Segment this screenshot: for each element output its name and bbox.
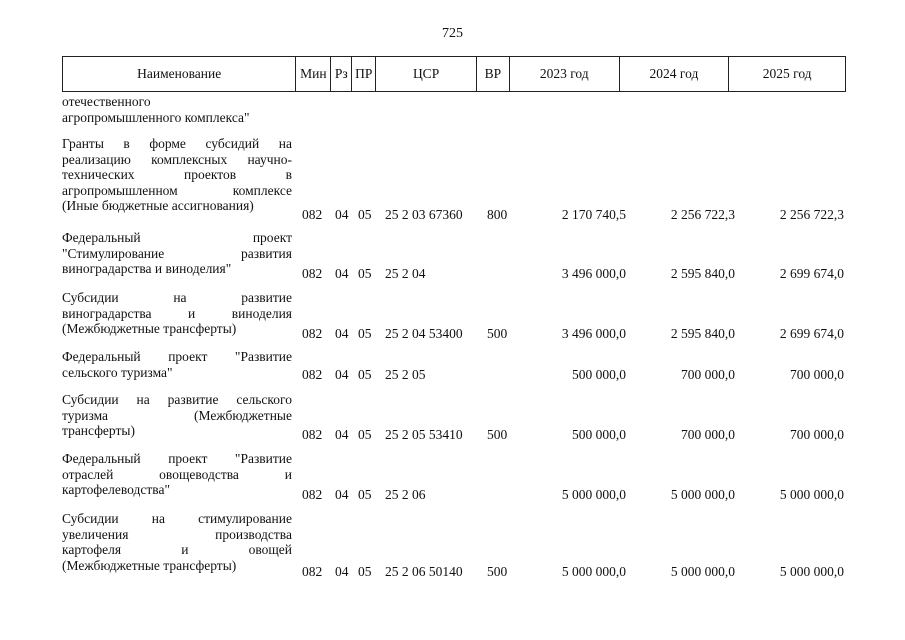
- row-name-line: Гранты в форме субсидий на: [62, 136, 292, 151]
- cell-2025: 2 256 722,3: [779, 206, 844, 222]
- cell-2025: 5 000 000,0: [779, 563, 844, 579]
- cell-min: 082: [302, 265, 323, 281]
- cell-min: 082: [302, 206, 323, 222]
- cell-csr: 25 2 04 53400: [385, 325, 463, 341]
- row-name-line: туризма (Межбюджетные: [62, 407, 292, 423]
- cell-2023: 500 000,0: [572, 366, 626, 382]
- cell-2024: 2 595 840,0: [670, 325, 735, 341]
- row-name: [62, 349, 292, 380]
- row-name-line: отечественного: [62, 94, 151, 109]
- cell-csr: 25 2 05: [385, 366, 426, 382]
- row-name-line: Субсидии на развитие: [62, 290, 292, 305]
- row-name-line: реализацию комплексных научно-: [62, 151, 292, 167]
- header-2023: 2023 год: [510, 57, 620, 91]
- cell-rz: 04: [335, 563, 349, 579]
- row-name-line: Субсидии на стимулирование: [62, 511, 292, 526]
- cell-rz: 04: [335, 486, 349, 502]
- cell-2025: 2 699 674,0: [779, 265, 844, 281]
- row-name: [62, 392, 292, 439]
- row-name: [62, 230, 292, 277]
- cell-vr: 500: [487, 563, 508, 579]
- cell-2024: 5 000 000,0: [670, 563, 735, 579]
- cell-csr: 25 2 04: [385, 265, 426, 281]
- header-name: Наименование: [63, 57, 296, 91]
- cell-csr: 25 2 03 67360: [385, 206, 463, 222]
- row-name-line: картофеля и овощей: [62, 542, 292, 557]
- table-header: [62, 56, 846, 92]
- row-name-line: (Межбюджетные трансферты): [62, 557, 237, 573]
- row-name-line: Федеральный проект: [62, 230, 292, 245]
- row-name-line: отраслей овощеводства и: [62, 466, 292, 482]
- cell-csr: 25 2 05 53410: [385, 426, 463, 442]
- header-pr: ПР: [352, 57, 376, 91]
- cell-2025: 2 699 674,0: [779, 325, 844, 341]
- header-min: Мин: [296, 57, 331, 91]
- row-name-line: виноградарства и виноделия": [62, 261, 232, 276]
- cell-2023: 5 000 000,0: [561, 563, 626, 579]
- table-row: [62, 349, 846, 382]
- row-name-line: (Межбюджетные трансферты): [62, 321, 237, 336]
- row-name-line: (Иные бюджетные ассигнования): [62, 198, 254, 213]
- row-name-line: картофелеводства": [62, 482, 170, 497]
- row-name-line: виноградарства и виноделия: [62, 305, 292, 321]
- cell-2025: 700 000,0: [790, 366, 844, 382]
- cell-pr: 05: [358, 325, 372, 341]
- row-name-line: Субсидии на развитие сельского: [62, 392, 292, 407]
- header-2024: 2024 год: [620, 57, 730, 91]
- row-name: [62, 94, 292, 125]
- cell-csr: 25 2 06 50140: [385, 563, 463, 579]
- row-name-line: Федеральный проект "Развитие: [62, 349, 292, 364]
- table-row: [62, 451, 846, 502]
- cell-min: 082: [302, 325, 323, 341]
- cell-min: 082: [302, 486, 323, 502]
- cell-rz: 04: [335, 325, 349, 341]
- cell-2025: 700 000,0: [790, 426, 844, 442]
- cell-2024: 700 000,0: [681, 426, 735, 442]
- cell-rz: 04: [335, 206, 349, 222]
- cell-min: 082: [302, 366, 323, 382]
- row-name-line: технических проектов в: [62, 167, 292, 182]
- cell-2024: 700 000,0: [681, 366, 735, 382]
- header-vr: ВР: [477, 57, 510, 91]
- table-row: [62, 136, 846, 222]
- row-name-line: агропромышленного комплекса": [62, 109, 250, 125]
- row-name: [62, 136, 292, 214]
- table-row: [62, 511, 846, 579]
- cell-csr: 25 2 06: [385, 486, 426, 502]
- row-name-line: трансферты): [62, 423, 135, 438]
- row-name-line: Федеральный проект "Развитие: [62, 451, 292, 466]
- cell-2023: 3 496 000,0: [561, 325, 626, 341]
- cell-min: 082: [302, 563, 323, 579]
- cell-rz: 04: [335, 366, 349, 382]
- row-name-line: "Стимулирование развития: [62, 245, 292, 261]
- table-row: [62, 290, 846, 341]
- row-name: [62, 290, 292, 337]
- cell-min: 082: [302, 426, 323, 442]
- cell-2024: 2 595 840,0: [670, 265, 735, 281]
- cell-pr: 05: [358, 563, 372, 579]
- row-name: [62, 451, 292, 498]
- cell-rz: 04: [335, 265, 349, 281]
- cell-pr: 05: [358, 486, 372, 502]
- header-rz: Рз: [331, 57, 352, 91]
- table-row: [62, 94, 846, 125]
- row-name: [62, 511, 292, 573]
- cell-2024: 2 256 722,3: [670, 206, 735, 222]
- cell-2024: 5 000 000,0: [670, 486, 735, 502]
- cell-2023: 3 496 000,0: [561, 265, 626, 281]
- cell-vr: 800: [487, 206, 508, 222]
- table-row: [62, 392, 846, 442]
- cell-vr: 500: [487, 426, 508, 442]
- cell-rz: 04: [335, 426, 349, 442]
- row-name-line: увеличения производства: [62, 526, 292, 542]
- table-row: [62, 230, 846, 281]
- cell-vr: 500: [487, 325, 508, 341]
- cell-2023: 5 000 000,0: [561, 486, 626, 502]
- cell-pr: 05: [358, 366, 372, 382]
- header-csr: ЦСР: [376, 57, 477, 91]
- cell-pr: 05: [358, 426, 372, 442]
- cell-2023: 2 170 740,5: [561, 206, 626, 222]
- header-2025: 2025 год: [762, 66, 812, 81]
- page-number: 725: [442, 26, 463, 41]
- row-name-line: сельского туризма": [62, 364, 173, 380]
- cell-2025: 5 000 000,0: [779, 486, 844, 502]
- cell-pr: 05: [358, 206, 372, 222]
- row-name-line: агропромышленном комплексе: [62, 182, 292, 198]
- cell-2023: 500 000,0: [572, 426, 626, 442]
- cell-pr: 05: [358, 265, 372, 281]
